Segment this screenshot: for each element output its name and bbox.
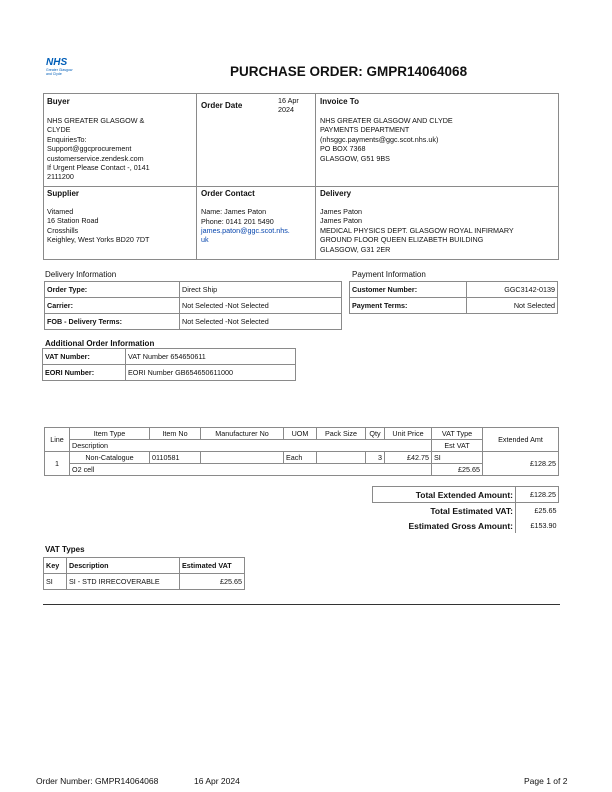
vat-key: SI [44, 574, 67, 590]
table-row [45, 298, 342, 314]
order-contact-name: Name: James Paton [201, 207, 267, 216]
col-description-header: Description [70, 440, 432, 452]
col-unit-price-header: Unit Price [385, 428, 432, 440]
table-row [45, 282, 342, 298]
delivery-label: Delivery [320, 189, 352, 198]
delivery-info-table [44, 281, 342, 330]
vat-key-header: Key [44, 558, 67, 574]
description: O2 cell [70, 464, 432, 476]
gross-amount-label: Estimated Gross Amount: [373, 518, 516, 533]
vat-description-header: Description [67, 558, 180, 574]
extended-amt: £128.25 [483, 452, 559, 476]
qty: 3 [366, 452, 385, 464]
order-contact-email-link[interactable]: james.paton@ggc.scot.nhs. uk [201, 226, 290, 245]
order-type-label: Order Type: [45, 282, 180, 298]
order-contact-label: Order Contact [201, 189, 255, 198]
col-vat-type-header: VAT Type [432, 428, 483, 440]
col-manufacturer-no-header: Manufacturer No [201, 428, 284, 440]
line-number: 1 [45, 452, 70, 476]
payment-terms-label: Payment Terms: [350, 298, 467, 314]
col-line-header: Line [45, 428, 70, 452]
item-type: Non-Catalogue [70, 452, 150, 464]
payment-terms-value: Not Selected [467, 298, 558, 314]
line-items-table [44, 427, 559, 476]
footer-page-number: Page 1 of 2 [524, 776, 568, 786]
footer-order-number: Order Number: GMPR14064068 [36, 776, 159, 786]
additional-info-table [42, 348, 296, 381]
pack-size [317, 452, 366, 464]
col-item-no-header: Item No [150, 428, 201, 440]
additional-info-heading: Additional Order Information [45, 339, 155, 348]
gross-amount-value: £153.90 [516, 518, 559, 533]
table-row [350, 298, 558, 314]
col-item-type-header: Item Type [70, 428, 150, 440]
est-vat: £25.65 [432, 464, 483, 476]
table-row [45, 452, 559, 464]
fob-label: FOB - Delivery Terms: [45, 314, 180, 330]
vat-type: SI [432, 452, 483, 464]
table-row [350, 282, 558, 298]
table-row [373, 487, 559, 503]
vat-types-table [43, 557, 245, 590]
estimated-vat: £25.65 [180, 574, 245, 590]
invoice-to-label: Invoice To [320, 97, 359, 106]
manufacturer-no [201, 452, 284, 464]
table-row [373, 503, 559, 519]
delivery-details: James Paton James Paton MEDICAL PHYSICS DEPT. GLASGOW ROYAL INFIRMARY GROUND FLOOR QUEEN ELIZABETH BUILDING GLASGOW, G31 2ER [320, 207, 514, 254]
document-title: PURCHASE ORDER: GMPR14064068 [230, 64, 468, 79]
nhs-logo: NHS Greater Glasgow and Clyde [46, 57, 80, 76]
col-uom-header: UOM [284, 428, 317, 440]
carrier-label: Carrier: [45, 298, 180, 314]
table-row [43, 365, 296, 381]
eori-number-label: EORI Number: [43, 365, 126, 381]
total-vat-label: Total Estimated VAT: [373, 503, 516, 519]
fob-value: Not Selected -Not Selected [180, 314, 342, 330]
col-extended-amt-header: Extended Amt [483, 428, 559, 452]
table-row [44, 574, 245, 590]
table-row [45, 464, 559, 476]
col-est-vat-header: Est VAT [432, 440, 483, 452]
nhs-logo-mark: NHS [46, 57, 68, 68]
customer-number-value: GGC3142-0139 [467, 282, 558, 298]
total-vat-value: £25.65 [516, 503, 559, 519]
item-no: 0110581 [150, 452, 201, 464]
table-row [43, 349, 296, 365]
table-header-row [44, 558, 245, 574]
supplier-label: Supplier [47, 189, 80, 198]
vat-number-value: VAT Number 654650611 [126, 349, 296, 365]
delivery-info-heading: Delivery Information [45, 270, 117, 279]
buyer-label: Buyer [47, 97, 70, 106]
total-extended-label: Total Extended Amount: [373, 487, 516, 503]
vat-description: SI - STD IRRECOVERABLE [67, 574, 180, 590]
payment-info-heading: Payment Information [352, 270, 426, 279]
customer-number-label: Customer Number: [350, 282, 467, 298]
table-header-row [45, 440, 559, 452]
order-date-value: 16 Apr 2024 [278, 96, 299, 115]
totals-table [372, 486, 559, 533]
unit-price: £42.75 [385, 452, 432, 464]
supplier-details: Vitamed 16 Station Road Crosshills Keighley, West Yorks BD20 7DT [47, 207, 150, 245]
table-row [45, 314, 342, 330]
total-extended-value: £128.25 [516, 487, 559, 503]
order-date-label: Order Date [201, 101, 243, 110]
buyer-details: NHS GREATER GLASGOW & CLYDE EnquiriesTo: Support@ggcprocurement customerservice.zendesk.com If Urgent Please Contact -, 0141 2111200 [47, 116, 150, 182]
divider [43, 604, 560, 605]
carrier-value: Not Selected -Not Selected [180, 298, 342, 314]
vat-number-label: VAT Number: [43, 349, 126, 365]
table-row [373, 518, 559, 533]
payment-info-table [349, 281, 558, 314]
order-contact-phone: Phone: 0141 201 5490 [201, 216, 274, 226]
uom: Each [284, 452, 317, 464]
invoice-to-details: NHS GREATER GLASGOW AND CLYDE PAYMENTS DEPARTMENT (nhsggc.payments@ggc.scot.nhs.uk) PO BOX 7368 GLASGOW, G51 9BS [320, 116, 453, 163]
col-qty-header: Qty [366, 428, 385, 440]
order-type-value: Direct Ship [180, 282, 342, 298]
eori-number-value: EORI Number GB654650611000 [126, 365, 296, 381]
footer-date: 16 Apr 2024 [194, 776, 240, 786]
table-header-row [45, 428, 559, 440]
vat-types-heading: VAT Types [45, 545, 85, 554]
col-pack-size-header: Pack Size [317, 428, 366, 440]
estimated-vat-header: Estimated VAT [180, 558, 245, 574]
